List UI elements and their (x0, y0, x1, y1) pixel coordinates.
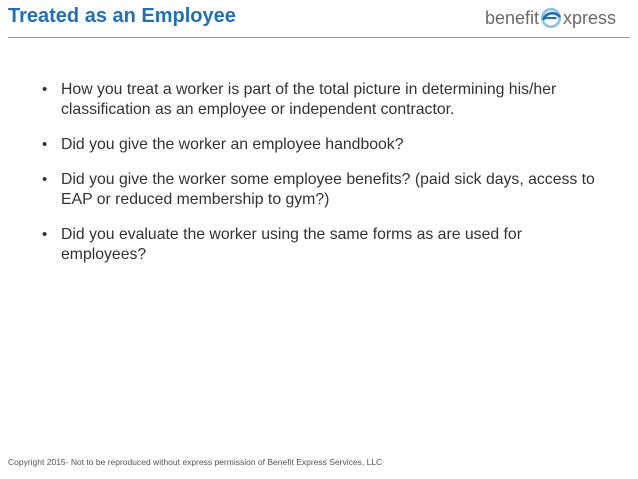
benefit-express-logo (485, 6, 616, 30)
bullet-item (40, 80, 600, 120)
bullet-text: How you treat a worker is part of the total picture in determining his/her classification as an employee or independent contractor. (61, 81, 557, 118)
logo-e-swoosh-icon (540, 7, 562, 29)
copyright-footer: Copyright 2015- Not to be reproduced without express permission of Benefit Express Services, LLC (8, 457, 383, 467)
bullet-marker: • (42, 136, 48, 153)
bullet-item (40, 225, 600, 265)
bullet-text: Did you evaluate the worker using the same forms as are used for employees? (61, 226, 522, 263)
bullet-item (40, 135, 600, 155)
title-divider (8, 37, 630, 38)
bullet-marker: • (42, 81, 48, 98)
slide-title: Treated as an Employee (8, 5, 236, 27)
bullet-item (40, 170, 600, 210)
bullet-marker: • (42, 171, 48, 188)
bullet-list (40, 80, 600, 280)
logo-text-right: xpress (562, 7, 616, 28)
logo-text-left: benefit (484, 7, 539, 28)
bullet-text: Did you give the worker some employee benefits? (paid sick days, access to EAP or reduced membership to gym?) (61, 171, 595, 208)
bullet-marker: • (42, 226, 48, 243)
bullet-text: Did you give the worker an employee handbook? (61, 136, 404, 153)
